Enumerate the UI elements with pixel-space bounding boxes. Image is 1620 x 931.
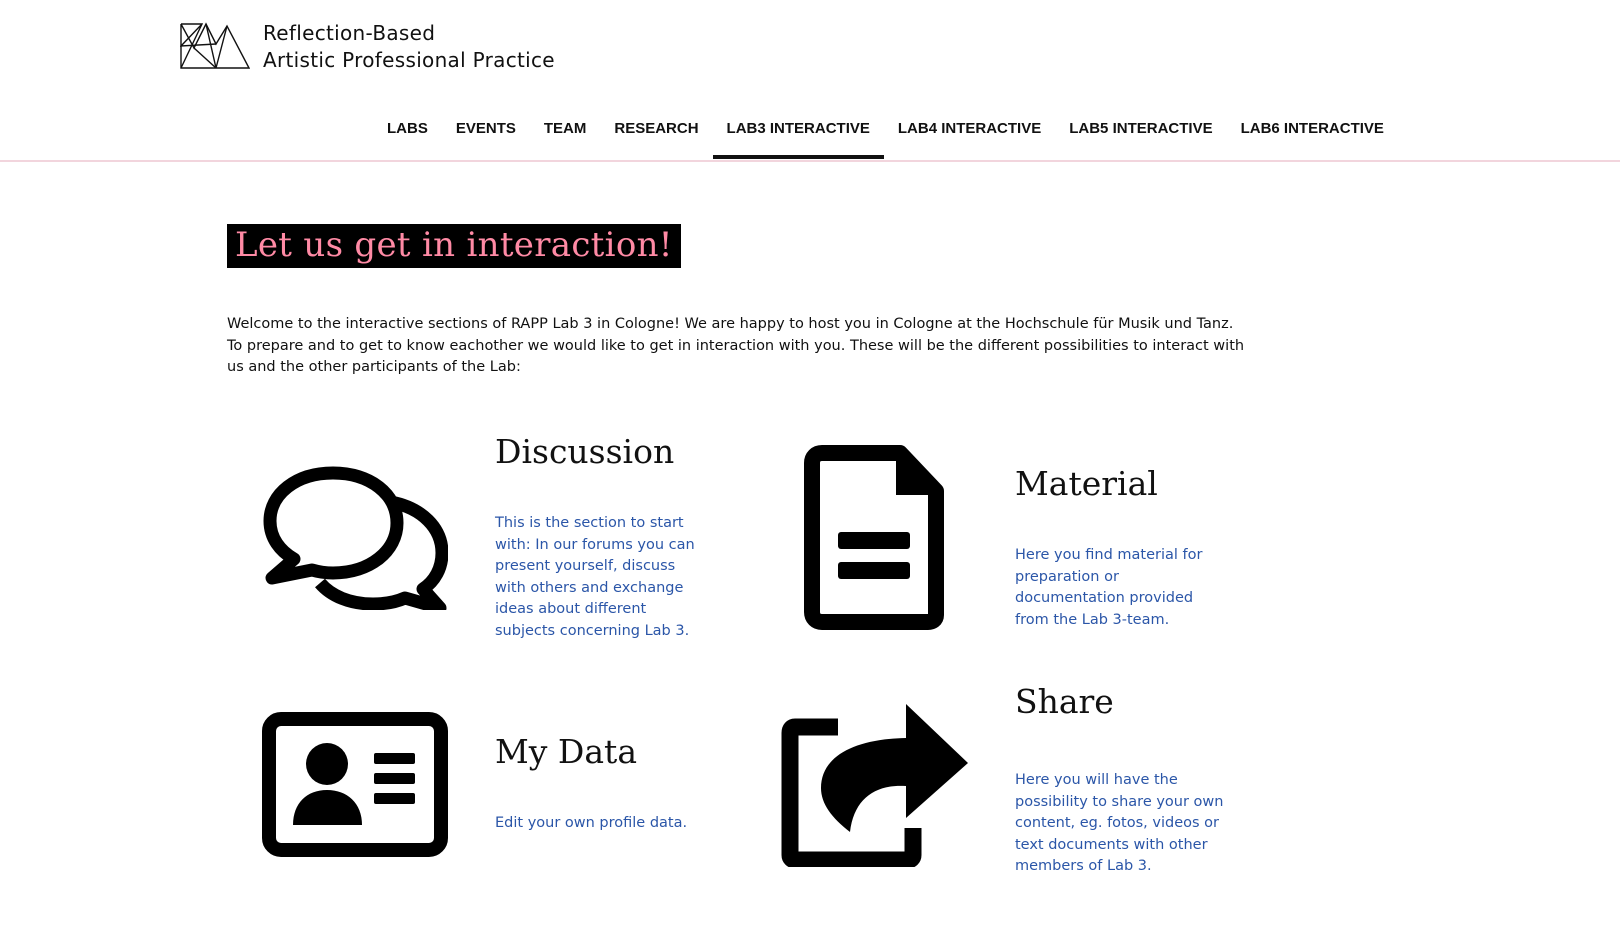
nav-lab6-interactive[interactable]: LAB6 INTERACTIVE [1240, 120, 1384, 137]
page-title: Let us get in interaction! [235, 225, 673, 265]
discussion-description: This is the section to start with: In our forums you can present yourself, discuss with others and exchange ideas about different subjects concerning Lab 3. [495, 515, 695, 639]
share-heading[interactable]: Share [1015, 682, 1114, 721]
comments-icon[interactable] [262, 466, 448, 610]
nav-lab5-interactive[interactable]: LAB5 INTERACTIVE [1069, 120, 1213, 137]
page-title-box [227, 224, 681, 268]
nav-lab3-interactive[interactable]: LAB3 INTERACTIVE [713, 110, 884, 159]
nav-team[interactable]: TEAM [543, 120, 587, 137]
rapp-logo-icon[interactable] [180, 22, 250, 70]
intro-paragraph: Welcome to the interactive sections of RAPP Lab 3 in Cologne! We are happy to host you in Cologne at the Hochschule für Musik und Tanz. To prepare and to get to know eachother we would like to get in interaction with you. These will be the different possibilities to interact with us and the other participants of the Lab: [227, 316, 1245, 375]
brand-line-1: Reflection-Based [263, 21, 436, 45]
discussion-heading[interactable]: Discussion [495, 432, 675, 471]
nav-research[interactable]: RESEARCH [614, 120, 699, 137]
my-data-heading[interactable]: My Data [495, 732, 637, 771]
id-card-icon[interactable] [262, 712, 448, 857]
share-description: Here you will have the possibility to share your own content, eg. fotos, videos or text documents with other members of Lab 3. [1015, 772, 1224, 874]
material-heading[interactable]: Material [1015, 464, 1158, 503]
share-icon[interactable] [780, 702, 970, 867]
nav-lab4-interactive[interactable]: LAB4 INTERACTIVE [897, 120, 1042, 137]
material-description: Here you find material for preparation or documentation provided from the Lab 3-team. [1015, 547, 1203, 628]
site-header [0, 0, 1620, 162]
site-brand[interactable] [263, 20, 555, 74]
my-data-description: Edit your own profile data. [495, 815, 688, 831]
brand-line-2: Artistic Professional Practice [263, 48, 555, 72]
document-icon[interactable] [804, 445, 944, 630]
main-nav [373, 110, 1398, 160]
nav-labs[interactable]: LABS [387, 120, 428, 137]
nav-events[interactable]: EVENTS [455, 120, 516, 137]
nav-divider [0, 160, 1620, 162]
